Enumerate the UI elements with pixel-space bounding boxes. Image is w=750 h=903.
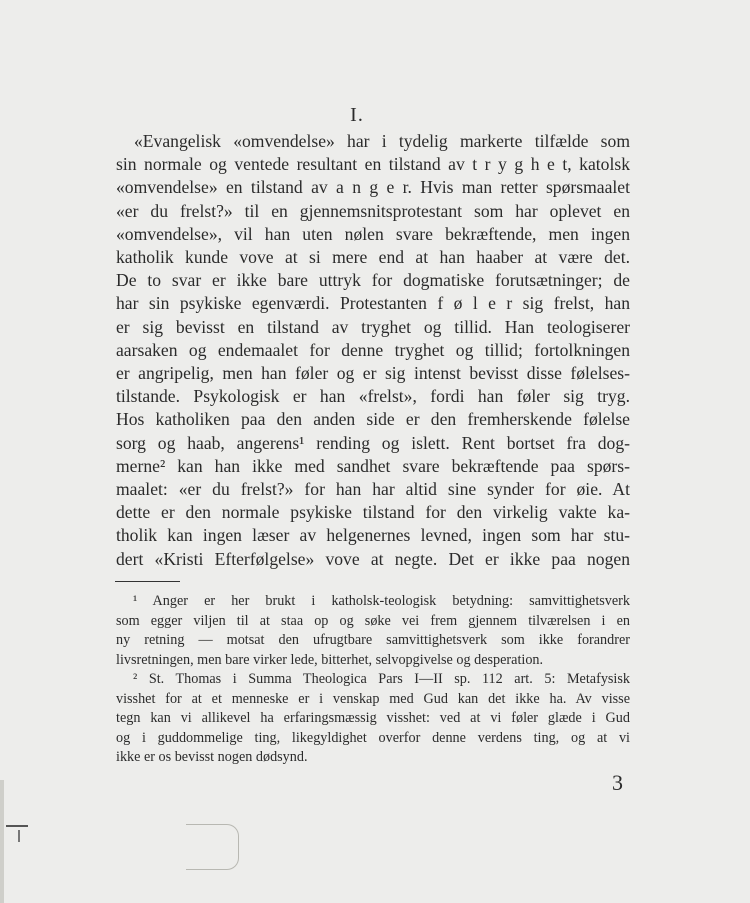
body-line: «Evangelisk «omvendelse» har i tydelig markerte tilfælde som <box>134 131 630 151</box>
body-line: har sin psykiske egenværdi. Protestanten f ø l e r sig frelst, han <box>116 293 630 314</box>
scan-mark <box>18 830 20 842</box>
body-line: «omvendelse» en tilstand av a n g e r. Hvis man retter spørsmaalet <box>116 177 630 198</box>
body-line: Hos katholiken paa den anden side er den fremherskende følelse <box>116 409 630 430</box>
body-line: tilstande. Psykologisk er han «frelst», fordi han føler sig tryg. <box>116 386 630 407</box>
footnote-line: livsretningen, men bare virker lede, bitterhet, selvopgivelse og desperation. <box>116 651 544 668</box>
body-line: er angripelig, men han føler og er sig intenst bevisst disse følelses- <box>116 363 630 384</box>
footnote-divider <box>115 581 180 582</box>
chapter-heading: I. <box>350 104 364 126</box>
body-line: katholik kunde vove at si mere end at han haaber at være det. <box>116 247 630 268</box>
binding-edge <box>0 780 4 903</box>
main-text <box>116 130 630 571</box>
body-line: «omvendelse», vil han uten nølen svare bekræftende, men ingen <box>116 223 630 244</box>
footnote-line: ¹ Anger er her brukt i katholsk-teologisk betydning: samvittighetsverk <box>133 593 630 609</box>
footnote-line: ikke er os bevisst nogen dødsynd. <box>116 749 308 765</box>
body-line: er sig bevisst en tilstand av tryghet og tillid. Han teologiserer <box>116 316 630 337</box>
footnote-line: som egger viljen til at staa op og søke vei frem gjennem tilværelsen i en <box>116 612 630 629</box>
body-line: merne² kan han ikke med sandhet svare bekræftende paa spørs- <box>116 455 630 476</box>
body-line: dert «Kristi Efterfølgelse» vove at negte. Det er ikke paa nogen <box>116 548 630 569</box>
footnote-line: tegn kan vi allikevel ha erfaringsmæssig visshet: ved at vi føler glæde i Gud <box>116 710 630 726</box>
footnote-line: ny retning — motsat den ufrugtbare samvittighetsverk som ikke forandrer <box>116 632 630 648</box>
footnotes <box>116 592 630 768</box>
footnote-line: visshet for at et menneske er i venskap med Gud kan det ikke ha. Av visse <box>116 690 630 707</box>
page-number: 3 <box>612 770 623 795</box>
footnote-line: ² St. Thomas i Summa Theologica Pars I—II sp. 112 art. 5: Metafysisk <box>133 671 630 687</box>
body-line: sin normale og ventede resultant en tilstand av t r y g h e t, katolsk <box>116 154 630 175</box>
scan-mark <box>6 825 28 827</box>
body-line: aarsaken og endemaalet for denne tryghet og tillid; fortolkningen <box>116 339 630 360</box>
body-line: maalet: «er du frelst?» for han har altid sine synder for øie. At <box>116 479 630 500</box>
scan-artifact <box>186 824 239 870</box>
body-line: «er du frelst?» til en gjennemsnitsprotestant som har oplevet en <box>116 200 630 221</box>
footnote-line: og i guddommelige ting, likegyldighet overfor denne verdens ting, og at vi <box>116 729 630 746</box>
body-line: dette er den normale psykiske tilstand for den virkelig vakte ka- <box>116 502 630 523</box>
body-line: De to svar er ikke bare uttryk for dogmatiske forutsætninger; de <box>116 270 630 291</box>
body-line: tholik kan ingen læser av helgenernes levned, ingen som har stu- <box>116 525 630 546</box>
body-line: sorg og haab, angerens¹ rending og islett. Rent bortset fra dog- <box>116 432 630 453</box>
